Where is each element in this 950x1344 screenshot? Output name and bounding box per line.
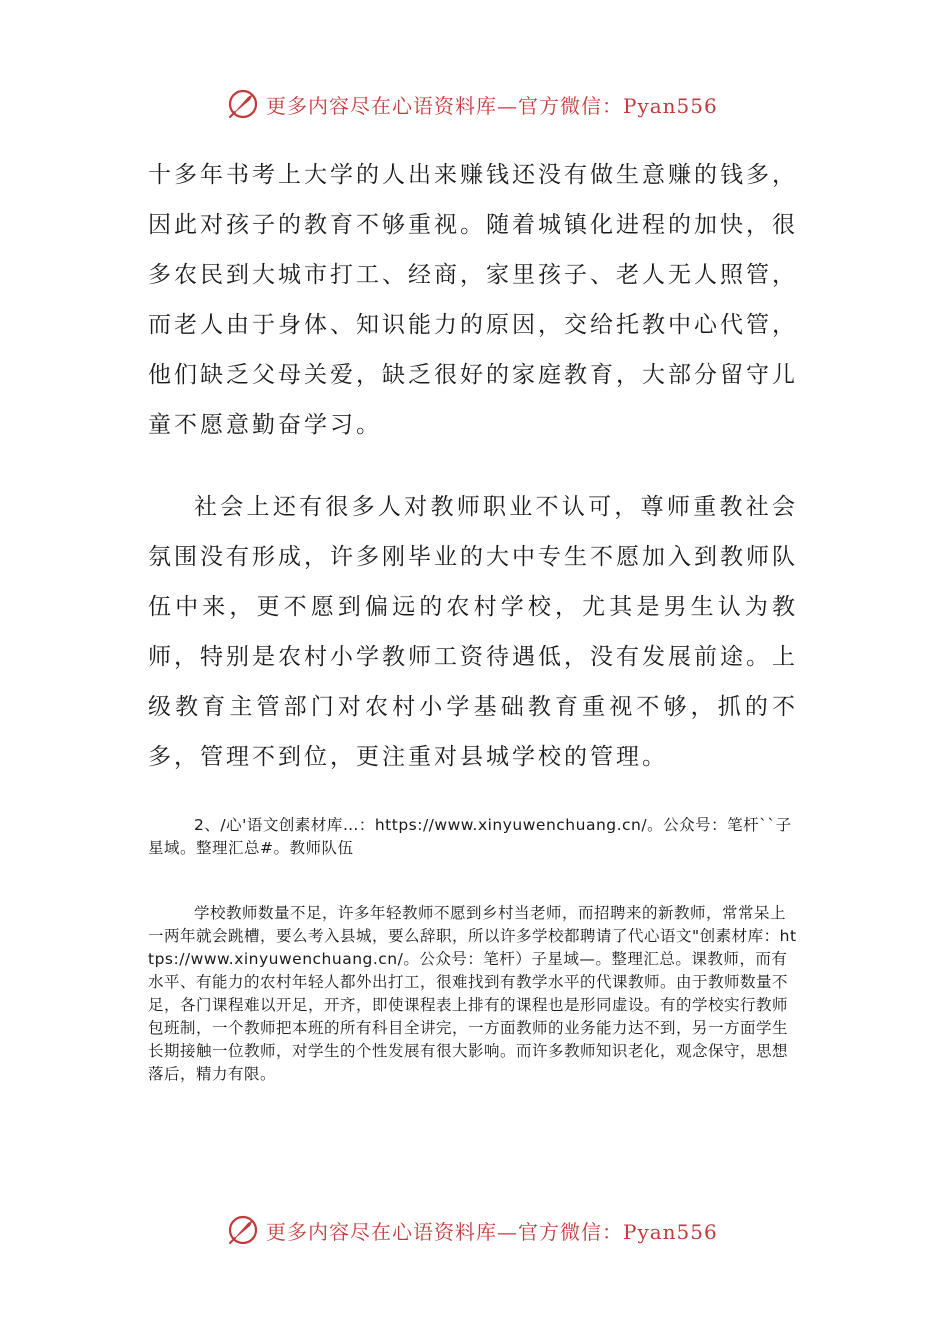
header-banner-text: 更多内容尽在心语资料库—官方微信：Pyan556 bbox=[266, 93, 718, 118]
footer-banner bbox=[226, 1210, 718, 1250]
body-paragraph-4: 学校教师数量不足，许多年轻教师不愿到乡村当老师，而招聘来的新教师，常常呆上一两年就会跳槽，要么考入县城，要么辞职，所以许多学校都聘请了代心语文"创素材库：https://www.xinyuwenchuang.cn/。公众号：笔杆）子星域—。整理汇总。课教师，而有水平、有能力的农村年轻人都外出打工，很难找到有教学水平的代课教师。由于教师数量不足，各门课程难以开足，开齐，即使课程表上排有的课程也是形同虚设。有的学校实行教师包班制，一个教师把本班的所有科目全讲完，一方面教师的业务能力达不到，另一方面学生长期接触一位教师，对学生的个性发展有很大影响。而许多教师知识老化，观念保守，思想落后，精力有限。 bbox=[148, 904, 797, 1083]
body-paragraph-1: 十多年书考上大学的人出来赚钱还没有做生意赚的钱多，因此对孩子的教育不够重视。随着城镇化进程的加快，很多农民到大城市打工、经商，家里孩子、老人无人照管，而老人由于身体、知识能力的原因，交给托教中心代管，他们缺乏父母关爱，缺乏很好的家庭教育，大部分留守儿童不愿意勤奋学习。 bbox=[148, 162, 798, 438]
body-paragraph-2: 社会上还有很多人对教师职业不认可，尊师重教社会氛围没有形成，许多刚毕业的大中专生不愿加入到教师队伍中来，更不愿到偏远的农村学校，尤其是男生认为教师，特别是农村小学教师工资待遇低，没有发展前途。上级教育主管部门对农村小学基础教育重视不够，抓的不多，管理不到位，更注重对县城学校的管理。 bbox=[148, 494, 798, 770]
footer-banner-text: 更多内容尽在心语资料库—官方微信：Pyan556 bbox=[266, 1219, 718, 1244]
section-heading-paragraph: 2、/心'语文创素材库…：https://www.xinyuwenchuang.cn/。公众号：笔杆``子星域。整理汇总#。教师队伍 bbox=[148, 816, 792, 857]
quill-pen-logo-icon bbox=[226, 1213, 260, 1247]
quill-pen-logo-icon bbox=[226, 87, 260, 121]
header-banner bbox=[226, 84, 718, 124]
